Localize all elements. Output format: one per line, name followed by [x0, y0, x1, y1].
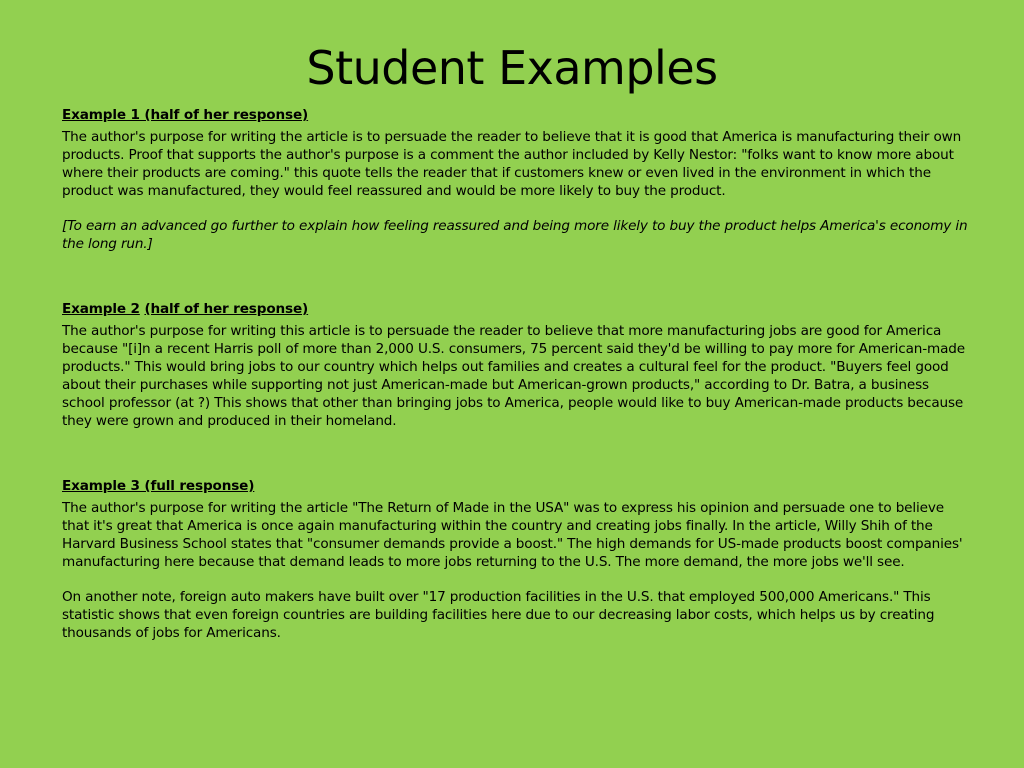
example-2-heading	[62, 300, 972, 318]
example-2-heading-detail: (half of her response)	[144, 301, 309, 317]
example-1-heading: Example 1 (half of her response)	[62, 107, 309, 123]
example-1-text: The author's purpose for writing the article is to persuade the reader to believe that it is good that America is manufacturing their own products. Proof that supports the author's purpose is a comment the author included by Kelly Nestor: "folks want to know more about where their products are coming." this quote tells the reader that if customers knew or even lived in the environment in which the product was manufactured, they would feel reassured and would be more likely to buy the product.	[62, 129, 962, 199]
example-3-text-1: The author's purpose for writing the article "The Return of Made in the USA" was to express his opinion and persuade one to believe that it's great that America is once again manufacturing within the country and creating jobs finally. In the article, Willy Shih of the Harvard Business School states that "consumer demands provide a boost." The high demands for US-made products boost companies' manufacturing here because that demand leads to more jobs returning to the U.S. The more demand, the more jobs we'll see.	[62, 500, 963, 570]
slide-body	[62, 106, 972, 642]
example-1-note: [To earn an advanced go further to explain how feeling reassured and being more likely to buy the product helps America's economy in the long run.]	[62, 218, 968, 252]
spacer	[62, 571, 972, 588]
slide-title: Student Examples	[306, 41, 718, 95]
example-2-text: The author's purpose for writing this article is to persuade the reader to believe that more manufacturing jobs are good for America because "[i]n a recent Harris poll of more than 2,000 U.S. consumers, 75 percent said they'd be willing to pay more for American-made products." This would bring jobs to our country which helps out families and creates a cultural feel for the product. "Buyers feel good about their purchases while supporting not just American-made but American-grown products," according to Dr. Batra, a business school professor (at ?) This shows that other than bringing jobs to America, people would like to buy American-made products because they were grown and produced in their homeland.	[62, 323, 965, 429]
spacer	[62, 430, 972, 477]
spacer	[62, 253, 972, 300]
spacer	[62, 200, 972, 217]
example-3-heading: Example 3 (full response)	[62, 478, 255, 494]
example-2-heading-label: Example 2	[62, 301, 140, 317]
example-3-text-2: On another note, foreign auto makers have built over "17 production facilities in the U.S. that employed 500,000 Americans." This statistic shows that even foreign countries are building facilities here due to our decreasing labor costs, which helps us by creating thousands of jobs for Americans.	[62, 589, 935, 641]
